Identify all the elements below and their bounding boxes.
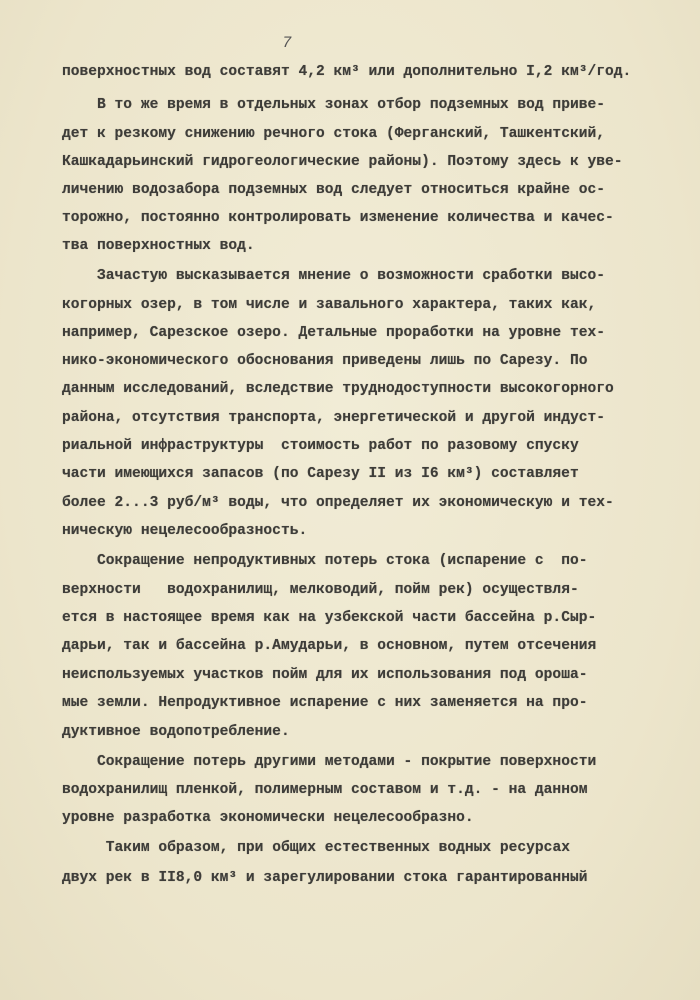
text-line: Зачастую высказывается мнение о возможности сработки высо- — [97, 268, 605, 284]
text-line: района, отсутствия транспорта, энергетической и другой индуст- — [62, 410, 605, 426]
text-line: например, Сарезское озеро. Детальные проработки на уровне тех- — [62, 325, 605, 341]
text-line: неиспользуемых участков пойм для их использования под ороша- — [62, 667, 588, 683]
text-line: двух рек в II8,0 км³ и зарегулировании стока гарантированный — [62, 870, 588, 886]
text-line: поверхностных вод составят 4,2 км³ или дополнительно I,2 км³/год. — [62, 64, 632, 80]
text-line: тва поверхностных вод. — [62, 238, 255, 254]
text-line: когорных озер, в том числе и завального характера, таких как, — [62, 297, 597, 313]
text-line: дарьи, так и бассейна р.Амударьи, в основном, путем отсечения — [62, 638, 597, 654]
text-line: торожно, постоянно контролировать изменение количества и качес- — [62, 210, 614, 226]
text-line: Таким образом, при общих естественных водных ресурсах — [105, 840, 570, 856]
page-number: 7 — [282, 34, 292, 52]
text-line: дет к резкому снижению речного стока (Ферганский, Ташкентский, — [62, 126, 605, 142]
text-line: ническую нецелесообразность. — [62, 523, 308, 539]
text-line: данным исследований, вследствие труднодоступности высокогорного — [62, 381, 614, 397]
text-line: нико-экономического обоснования приведены лишь по Сарезу. По — [62, 353, 588, 369]
text-line: более 2...3 руб/м³ воды, что определяет их экономическую и тех- — [62, 495, 614, 511]
text-line: Сокращение потерь другими методами - покрытие поверхности — [97, 754, 597, 770]
text-line: личению водозабора подземных вод следует относиться крайне ос- — [62, 182, 605, 198]
text-line: Кашкадарьинский гидрогеологические районы). Поэтому здесь к уве- — [62, 154, 623, 170]
text-line: ется в настоящее время как на узбекской части бассейна р.Сыр- — [62, 610, 597, 626]
text-line: риальной инфраструктуры стоимость работ по разовому спуску — [62, 438, 579, 454]
text-line: дуктивное водопотребление. — [62, 724, 290, 740]
text-line: В то же время в отдельных зонах отбор подземных вод приве- — [97, 97, 605, 113]
text-line: уровне разработка экономически нецелесообразно. — [62, 810, 474, 826]
text-line: части имеющихся запасов (по Сарезу II из I6 км³) составляет — [62, 466, 579, 482]
text-line: верхности водохранилищ, мелководий, пойм рек) осуществля- — [62, 582, 579, 598]
text-line: мые земли. Непродуктивное испарение с них заменяется на про- — [62, 695, 588, 711]
text-line: Сокращение непродуктивных потерь стока (испарение с по- — [97, 553, 588, 569]
text-line: водохранилищ пленкой, полимерным составом и т.д. - на данном — [62, 782, 588, 798]
